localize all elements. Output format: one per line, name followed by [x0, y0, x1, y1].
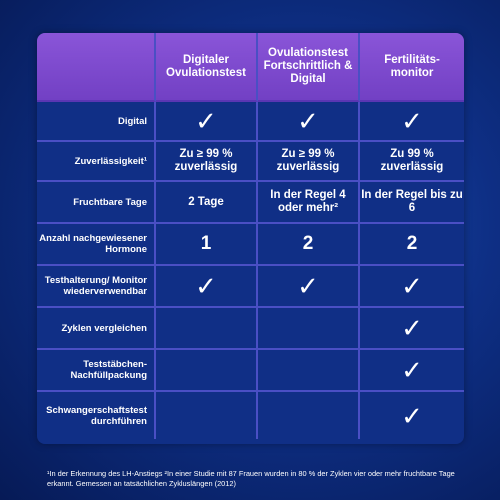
- table-cell: 1: [156, 224, 258, 266]
- table-cell: [156, 392, 258, 439]
- table-cell: [258, 392, 360, 439]
- check-icon: ✓: [360, 350, 464, 392]
- check-icon: ✓: [156, 102, 258, 142]
- footnote: ¹In der Erkennung des LH-Anstiegs ²In einer Studie mit 87 Frauen wurden in 80 % der Zyklen vier oder mehr fruchtbare Tage erkannt. Gemessen an tatsächlichen Zykluslängen (2012): [47, 469, 455, 488]
- table-cell: 2: [360, 224, 464, 266]
- row-label-digital: Digital: [37, 102, 156, 142]
- row-label-zuverlaessigkeit: Zuverlässigkeit¹: [37, 142, 156, 182]
- table-cell: In der Regel bis zu 6: [360, 182, 464, 224]
- check-icon: ✓: [401, 400, 423, 431]
- row-label-anzahl-hormone: Anzahl nachgewiesener Hormone: [37, 224, 156, 266]
- header-ovulationstest-fortschrittlich: Ovulationstest Fortschrittlich & Digital: [258, 33, 360, 102]
- row-label-fruchtbare-tage: Fruchtbare Tage: [37, 182, 156, 224]
- row-label-teststaebchen: Teststäbchen-Nachfüllpackung: [37, 350, 156, 392]
- comparison-grid: [37, 33, 464, 444]
- check-icon: ✓: [360, 308, 464, 350]
- table-cell: [156, 350, 258, 392]
- table-cell: [156, 308, 258, 350]
- check-icon: ✓: [360, 102, 464, 142]
- check-icon: ✓: [156, 266, 258, 308]
- check-icon: ✓: [258, 266, 360, 308]
- table-cell: Zu ≥ 99 % zuverlässig: [258, 142, 360, 182]
- comparison-table: [37, 33, 464, 444]
- row-label-testhalterung: Testhalterung/ Monitor wiederverwendbar: [37, 266, 156, 308]
- row-label-schwangerschaftstest: Schwangerschaftstest durchführen: [37, 392, 156, 439]
- header-corner: [37, 33, 156, 102]
- table-cell: Zu ≥ 99 % zuverlässig: [156, 142, 258, 182]
- row-label-zyklen-vergleichen: Zyklen vergleichen: [37, 308, 156, 350]
- table-cell: [258, 308, 360, 350]
- table-cell: 2: [258, 224, 360, 266]
- check-icon: ✓: [258, 102, 360, 142]
- table-cell: Zu 99 % zuverlässig: [360, 142, 464, 182]
- table-cell: In der Regel 4 oder mehr²: [258, 182, 360, 224]
- table-cell: 2 Tage: [156, 182, 258, 224]
- header-fertilitaetsmonitor: Fertilitäts-monitor: [360, 33, 464, 102]
- table-cell: [258, 350, 360, 392]
- header-digitaler-ovulationstest: Digitaler Ovulationstest: [156, 33, 258, 102]
- check-icon: ✓: [360, 266, 464, 308]
